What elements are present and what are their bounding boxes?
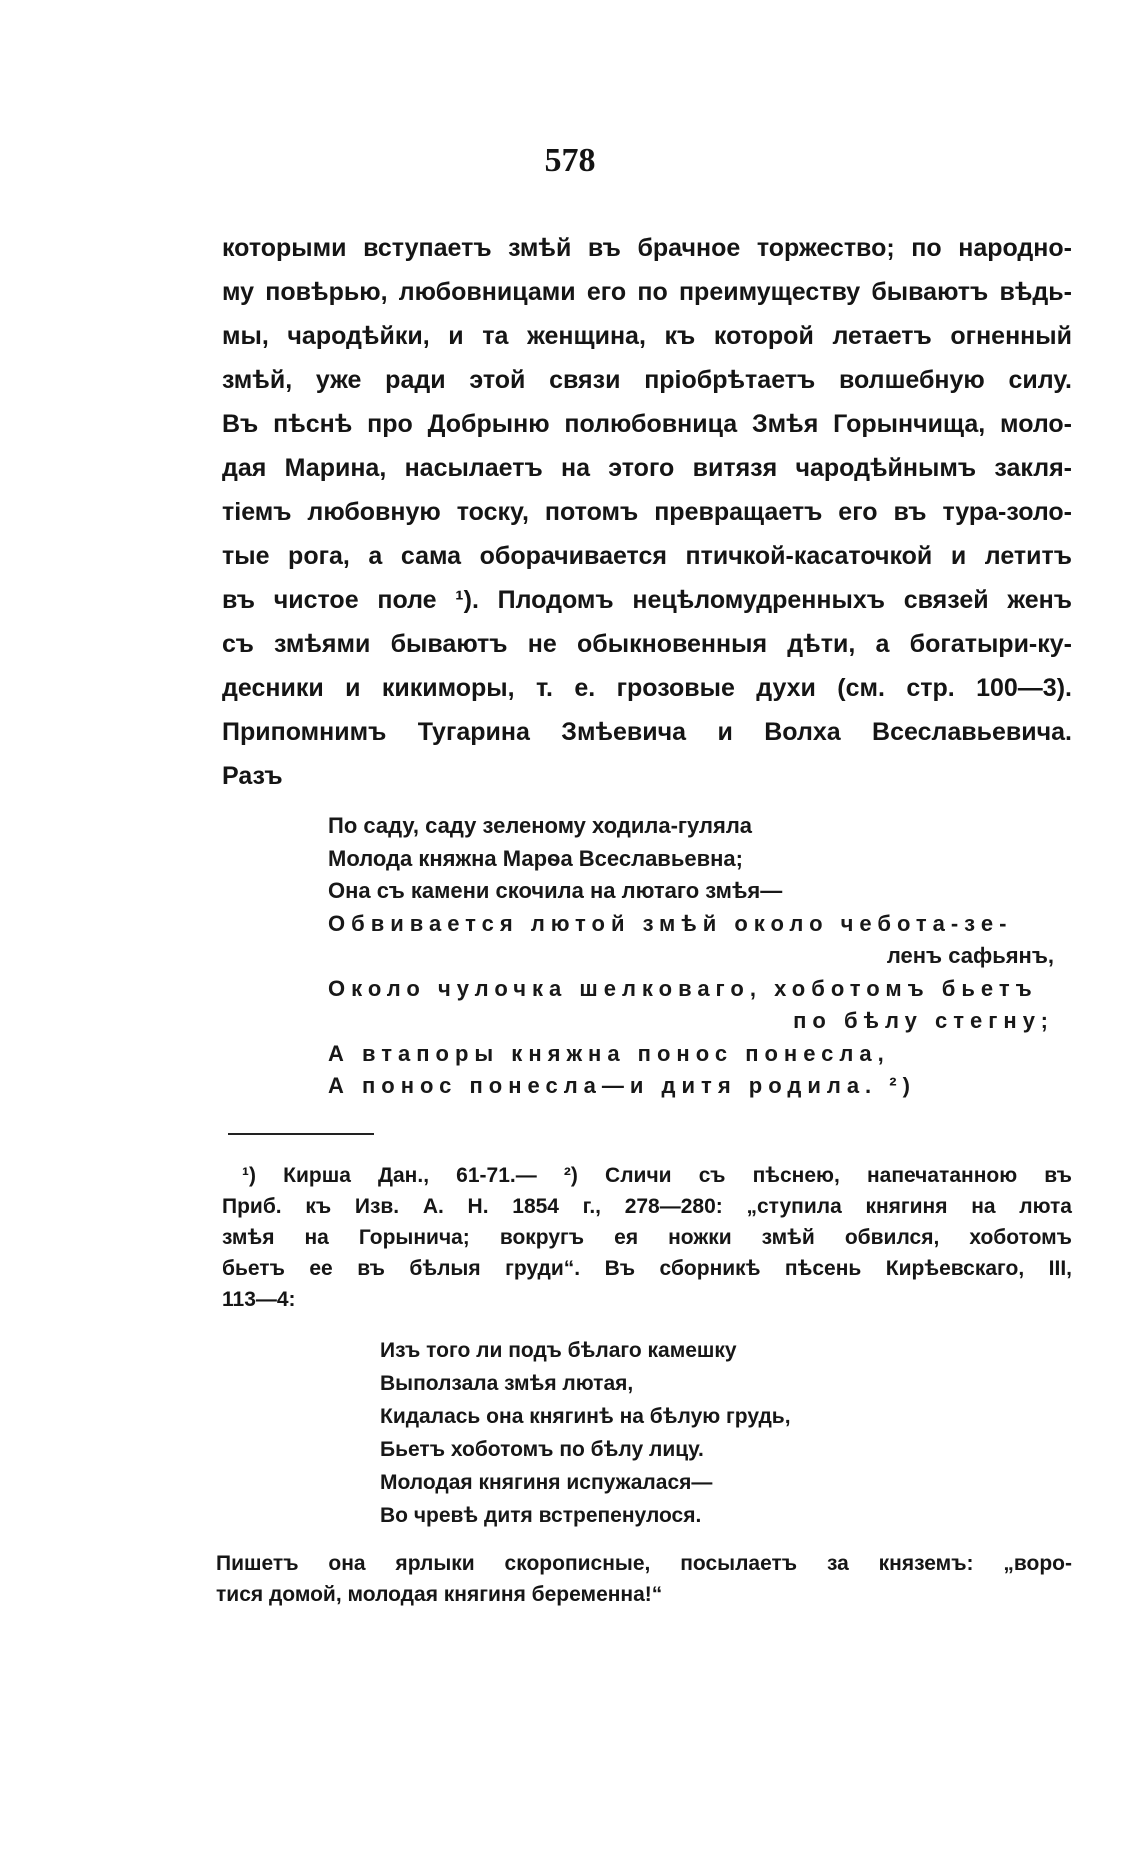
verse-line: По саду, саду зеленому ходила-гуляла [328, 813, 753, 838]
paragraph-line: Въ пѣснѣ про Добрыню полюбовница Змѣя Горынчища, моло- [222, 410, 1072, 438]
footnote-line: тися домой, молодая княгиня беременна!“ [216, 1583, 663, 1606]
footnote-line: 113—4: [222, 1288, 296, 1311]
verse-line-continuation: ленъ сафьянъ, [886, 943, 1054, 968]
verse-quotation [328, 810, 1068, 1103]
paragraph-line: десники и кикиморы, т. е. грозовые духи (см. стр. 100—3). [222, 674, 1072, 702]
paragraph-line: въ чистое поле ¹). Плодомъ нецѣломудренныхъ связей женъ [222, 586, 1072, 614]
footnote-line: бьетъ ее въ бѣлыя груди“. Въ сборникѣ пѣсень Кирѣевскаго, III, [222, 1257, 1072, 1280]
paragraph-line: Разъ [222, 762, 283, 790]
paragraph-line: змѣй, уже ради этой связи пріобрѣтаетъ волшебную силу. [222, 366, 1072, 394]
paragraph-line: тые рога, а сама оборачивается птичкой-касаточкой и летитъ [222, 542, 1072, 570]
verse-line: Около чулочка шелковаго, хоботомъ бьетъ [328, 975, 1038, 1001]
footnotes [222, 1160, 1072, 1315]
verse-line: А понос понесла—и дитя родила. ²) [328, 1073, 916, 1098]
paragraph-line: съ змѣями бываютъ не обыкновенныя дѣти, а богатыри-ку- [222, 630, 1072, 658]
footnote-closing [216, 1548, 1072, 1610]
footnote-line: змѣя на Горынича; вокругъ ея ножки змѣй обвился, хоботомъ [222, 1226, 1072, 1249]
footnote-verse-line: Изъ того ли подъ бѣлаго камешку [380, 1339, 737, 1362]
paragraph-line: мы, чародѣйки, и та женщина, къ которой летаетъ огненный [222, 322, 1072, 350]
footnote-verse-quotation [380, 1334, 940, 1532]
footnote-verse-line: Кидалась она княгинѣ на бѣлую грудь, [380, 1405, 791, 1428]
verse-line-continuation: по бѣлу стегну; [793, 1008, 1054, 1033]
paragraph-line: тіемъ любовную тоску, потомъ превращаетъ его въ тура-золо- [222, 498, 1072, 526]
footnote-verse-line: Бьетъ хоботомъ по бѣлу лицу. [380, 1438, 704, 1461]
paragraph-line: му повѣрью, любовницами его по преимуществу бываютъ вѣдь- [222, 278, 1072, 306]
footnote-verse-line: Молодая княгиня испужалася— [380, 1471, 713, 1494]
verse-line: Обвивается лютой змѣй около чебота-зе- [328, 910, 1013, 936]
page-number: 578 [544, 142, 596, 179]
verse-line: Молода княжна Марѳа Всеславьевна; [328, 845, 743, 871]
footnote-verse-line: Выползала змѣя лютая, [380, 1372, 634, 1395]
main-paragraph [222, 226, 1072, 798]
footnote-divider [228, 1133, 374, 1135]
paragraph-line: которыми вступаетъ змѣй въ брачное торжество; по народно- [222, 234, 1072, 262]
footnote-verse-line: Во чревѣ дитя встрепенулося. [380, 1504, 702, 1527]
verse-line: А втапоры княжна понос понесла, [328, 1040, 890, 1066]
verse-line: Она съ камени скочила на лютаго змѣя— [328, 878, 783, 903]
footnote-line: ¹) Кирша Дан., 61-71.— ²) Сличи съ пѣснею, напечатанною въ [242, 1164, 1072, 1187]
footnote-line: Приб. къ Изв. А. Н. 1854 г., 278—280: „ступила княгиня на люта [222, 1195, 1072, 1218]
footnote-line: Пишетъ она ярлыки скорописные, посылаетъ за княземъ: „воро- [216, 1552, 1072, 1575]
paragraph-line: Припомнимъ Тугарина Змѣевича и Волха Всеславьевича. [222, 718, 1072, 746]
paragraph-line: дая Марина, насылаетъ на этого витязя чародѣйнымъ закля- [222, 454, 1072, 482]
